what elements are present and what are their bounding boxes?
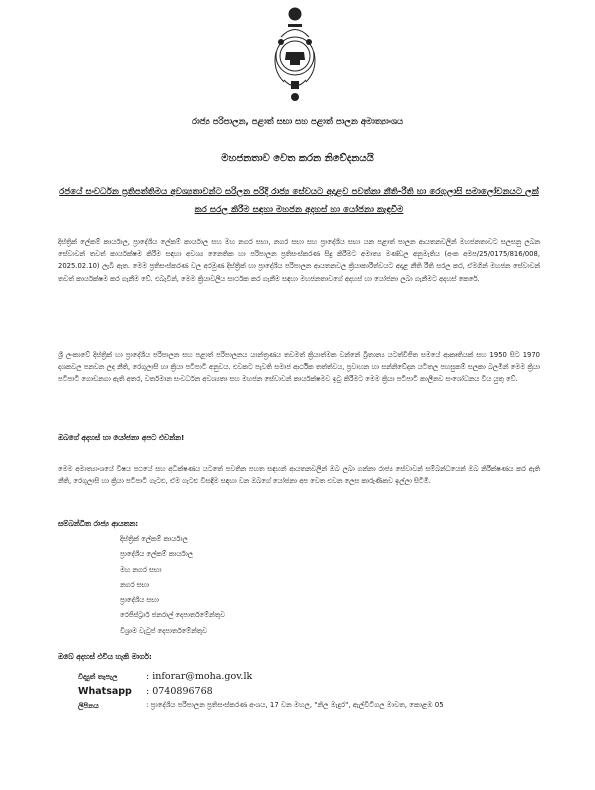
whatsapp-label: Whatsapp (78, 685, 132, 697)
contact-row-email (78, 670, 551, 685)
notice-title: මහජනතාව වෙත කරන නිවේදනයයි (221, 153, 374, 164)
contact-heading: ඔබේ අදහස් එවිය හැකි මාර්ග: (58, 652, 152, 661)
institutions-heading: සම්බන්ධිත රාජ්‍ය ආයතන: (58, 519, 139, 528)
email-label: විද්‍යුත් තැපැල (78, 673, 118, 681)
ministry-name: රාජ්‍ය පරිපාලන, පළාත් සභා සහ පළාත් පාලන අමාත්‍යාංශය (191, 117, 404, 127)
address-value: : ප්‍රාදේශීය පරිපාලන ප්‍රතිසංස්කරණ අංශය, 17 වන මහල, "නිල මැදුර", ඇල්විටිගල මාවත, කොළඹ 05 (146, 701, 444, 709)
intro-paragraph: දිස්ත්‍රික් ලේකම් කාර්යාල, ප්‍රාදේශීය ලේකම් කාර්යාල සහ මහ නගර සභා, නගර සභා සහ ප්‍රාදේශීය සභා යන පළාත් පාලන ආයතනවලින් මහජනතාවට සලසනු ලබන සේවාවන් තවත් කාර්යක්ෂම කිරීම සඳහා අවශ්‍ය නෛතික හා පරිපාලන ප්‍රතිසංස්කරණ සිදු කිරීමට අමාත්‍ය මණ්ඩල අනුමැතිය (අංක අමප/25/0175/816/008, 2025.02.10) ලැබී ඇත. මෙම ප්‍රතිසංස්කරණ වල අරමුණ දිස්ත්‍රික් හා ප්‍රාදේශීය පරිපාලන ආයතනවල ක්‍රියාකාරීත්වයට අදාළ නීති රීති සරල කර, ඒමගින් මහජන සේවාවන් තවත් කාර්යක්ෂම කර ගැනීම වේ. එබැවින්, මෙම ක්‍රියාවලිය සාර්ථක කර ගැනීම සඳහා මහජනතාවගේ අදහස් හා යෝජනා ලබා ගැනීමට අදහස් කෙරේ. (58, 238, 540, 283)
background-paragraph: ශ්‍රී ලංකාවේ දිස්ත්‍රික් හා ප්‍රාදේශීය පරිපාලන සහ පළාත් පරිපාලනය යාන්ත්‍රණය තවමත් ක්‍රියාත්මක වන්නේ බ්‍රිතාන්‍ය යටත්විජිත සමයේ ආකෘතියක් සහ 1950 සිට 1970 දශකවල පනවන ලද නීති, රෙගුලාසි හා ක්‍රියා පටිපාටි අනුවය. එවකට පැවති සමාජ ආර්ථික තත්ත්වය, ප්‍රවාහන හා සන්නිවේදන යටිතල පහසුකම් සලකා බලමින් මෙම ක්‍රියා පටිපාටි ගොඩනගා ඇති අතර, වර්තමාන සංවර්ධන අවශ්‍යතා සහ මහජන සේවාවන් කාර්යක්ෂමව ඉටු කිරීමට මෙම ක්‍රියා පටිපාටි කාලීනව සංශෝධනය විය යුතු වේ. (58, 351, 540, 384)
request-paragraph: මෙම අමාත්‍යාංශයේ විෂය පථයේ සහ අධීක්ෂණය යටතේ පවතින පහත සඳහන් ආයතනවලින් ඔබ ලබා ගන්නා රාජ්‍ය සේවාවන් සම්බන්ධයෙන් ඔබ නිරීක්ෂණය කර ඇති නීති, රෙගුලාසි හා ක්‍රියා පටිපාටි ගැටළු, ඒම ගැටළු විසඳීම සඳහා වන ඔබගේ යෝජනා අප වෙත එවන ලෙස කාරුණිකව ඉල්ලා සිටිමි. (58, 465, 540, 486)
contact-row-whatsapp (78, 685, 551, 700)
institution-item: නගර සභා (120, 580, 150, 589)
address-label: ලිපිනය (78, 702, 99, 710)
invite-heading: ඔබගේ අදහස් හා යෝජනා අපට එවන්න! (58, 433, 185, 442)
sri-lanka-coat-of-arms-icon (264, 4, 326, 102)
institution-item: ප්‍රාදේශීය ලේකම් කාර්යාල (120, 550, 193, 559)
institution-item: මහ නගර සභා (120, 565, 162, 574)
institution-item: විශ්‍රාම වැටුප් දෙපාර්තමේන්තුව (120, 626, 208, 635)
email-link[interactable]: : inforar@moha.gov.lk (146, 671, 253, 682)
institution-item: ප්‍රාදේශීය සභා (120, 596, 159, 605)
institution-item: රෙජිස්ට්‍රාර් ජනරාල් දෙපාර්තමේන්තුව (120, 611, 225, 620)
contact-row-address (78, 699, 551, 714)
institution-item: දිස්ත්‍රික් ලේකම් කාර්යාල (120, 535, 188, 543)
institutions-list (120, 532, 225, 639)
notice-subject: රජයේ සංවර්ධන ප්‍රතිපත්තිමය අවශ්‍යතාවන්ට සරිලන පරිදි රාජ්‍ය සේවයට අදාළව පවත්නා නීති-රීති හා රෙගුලාසි සමාලෝචනයට ලක් කර සරල කිරීම සඳහා මහජන අදහස් හා යෝජනා කැඳවීම (59, 187, 539, 215)
email-value (146, 670, 551, 685)
whatsapp-value: : 0740896768 (146, 685, 213, 697)
contact-table (78, 670, 551, 714)
